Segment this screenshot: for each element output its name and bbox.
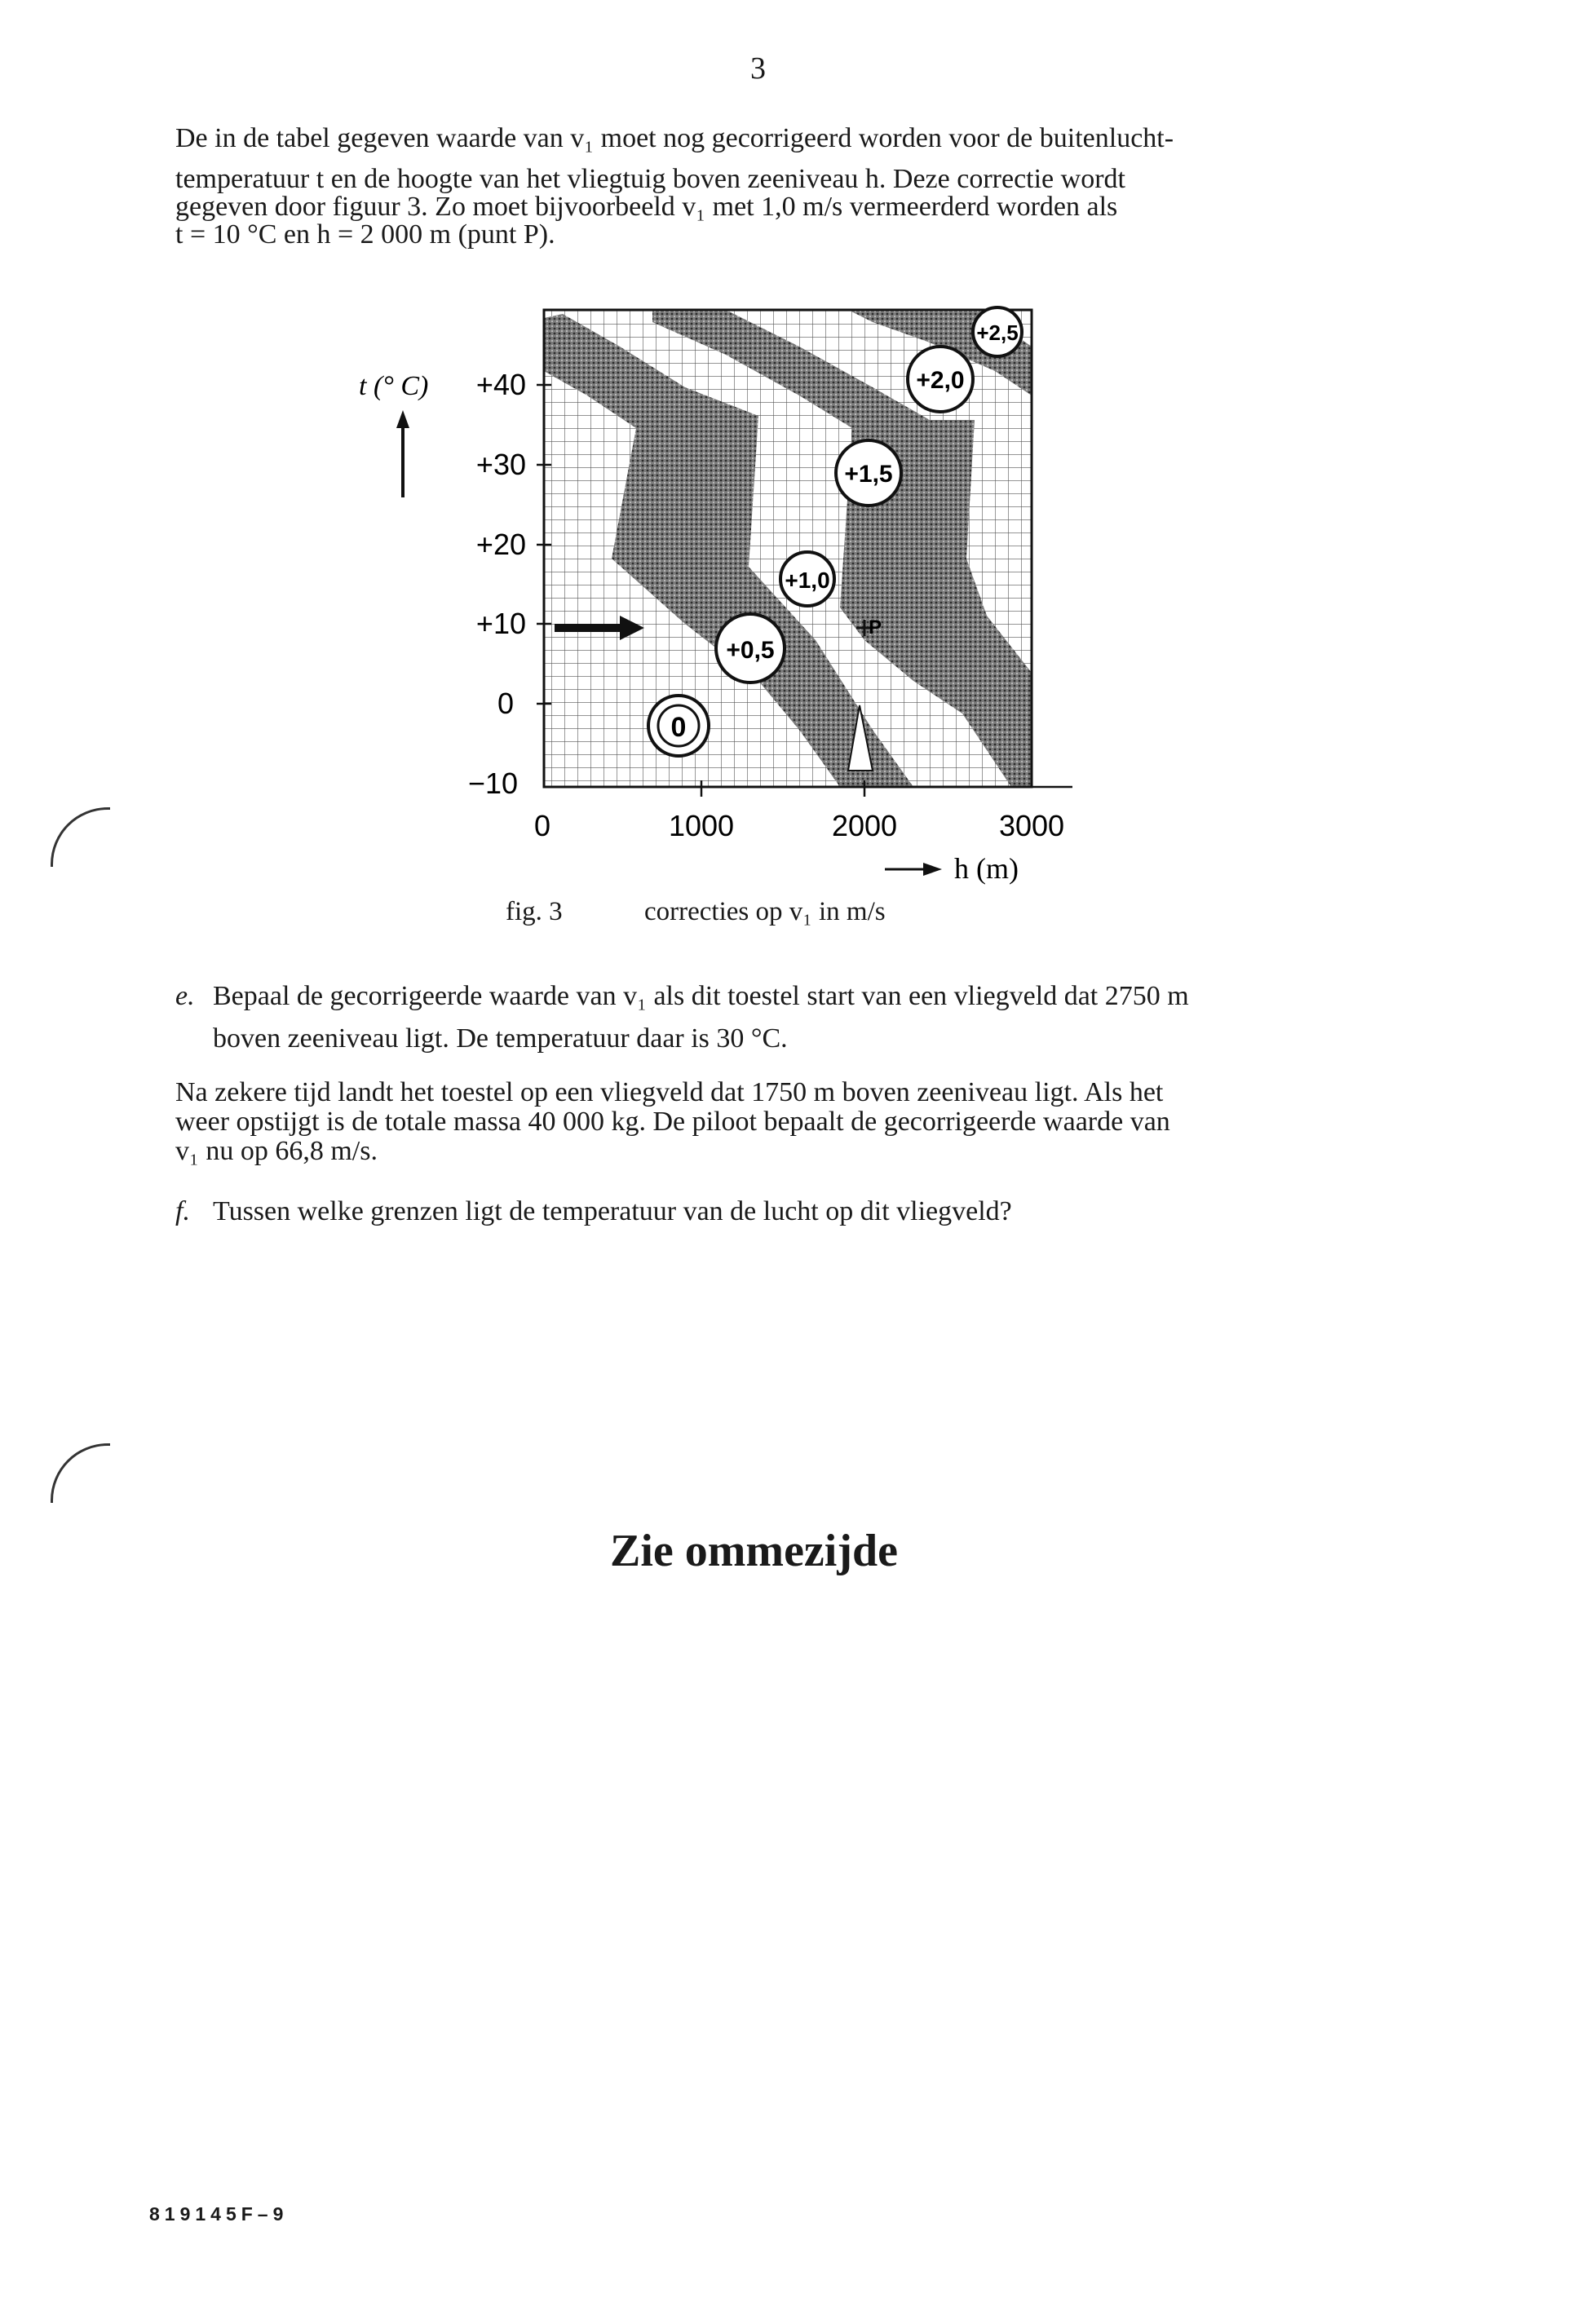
y-tick-label: +20 — [475, 528, 526, 561]
question-f — [175, 1195, 1390, 1228]
intro-line: t = 10 °C en h = 2 000 m (punt P). — [175, 219, 555, 250]
zone-label: +1,0 — [785, 568, 830, 593]
document-code: 819145F–9 — [149, 2203, 289, 2225]
zone-label: +2,5 — [976, 320, 1019, 345]
y-axis-label: t (° C) — [359, 371, 429, 401]
x-tick-label: 1000 — [668, 809, 735, 842]
turn-over-notice: Zie ommezijde — [610, 1526, 898, 1576]
y-tick-label: 0 — [497, 687, 514, 720]
context-line: Na zekere tijd landt het toestel op een vliegveld dat 1750 m boven zeeniveau ligt. Als het — [175, 1077, 1164, 1107]
point-p-label: P — [869, 616, 882, 638]
punch-hole-mark — [51, 1443, 110, 1503]
y-tick-label: −10 — [467, 767, 518, 800]
correction-chart — [343, 298, 1077, 950]
x-tick-label: 3000 — [998, 809, 1065, 842]
y-tick-label: +40 — [475, 368, 526, 401]
x-axis-label: h (m) — [954, 852, 1019, 885]
x-axis-arrow-icon — [885, 863, 942, 876]
punch-hole-mark — [51, 807, 110, 867]
intro-line: gegeven door figuur 3. Zo moet bijvoorbeeld v₁ met 1,0 m/s vermeerderd worden als — [175, 192, 1118, 222]
zone-label: +2,0 — [916, 367, 965, 394]
intro-line: temperatuur t en de hoogte van het vliegtuig boven zeeniveau h. Deze correctie wordt — [175, 164, 1125, 194]
x-tick-label: 0 — [533, 809, 551, 842]
question-label: f. — [175, 1196, 190, 1226]
zone-label: +0,5 — [726, 637, 775, 664]
page-number: 3 — [750, 51, 766, 86]
y-axis-arrow-icon — [396, 410, 409, 497]
question-text: Tussen welke grenzen ligt de temperatuur van de lucht op dit vliegveld? — [213, 1196, 1012, 1226]
y-tick-label: +30 — [475, 448, 526, 481]
context-paragraph — [175, 1076, 1390, 1168]
context-line: weer opstijgt is de totale massa 40 000 kg. De piloot bepaalt de gecorrigeerde waarde van — [175, 1107, 1170, 1137]
question-text: boven zeeniveau ligt. De temperatuur daar is 30 °C. — [213, 1023, 788, 1054]
x-tick-label: 2000 — [831, 809, 898, 842]
zone-label: 0 — [670, 712, 687, 743]
figure-caption-text: correcties op v₁ in m/s — [644, 897, 886, 926]
zone-label: +1,5 — [844, 461, 893, 488]
figure-3 — [343, 298, 1077, 950]
intro-paragraph — [175, 122, 1390, 251]
question-text: Bepaal de gecorrigeerde waarde van v₁ als dit toestel start van een vliegveld dat 2750 m — [213, 981, 1189, 1011]
intro-line: De in de tabel gegeven waarde van v₁ moet nog gecorrigeerd worden voor de buitenlucht- — [175, 123, 1174, 153]
question-label: e. — [175, 981, 195, 1011]
question-e — [175, 980, 1390, 1055]
y-tick-label: +10 — [475, 607, 526, 640]
context-line: v₁ nu op 66,8 m/s. — [175, 1136, 378, 1166]
figure-caption-label: fig. 3 — [506, 897, 563, 926]
